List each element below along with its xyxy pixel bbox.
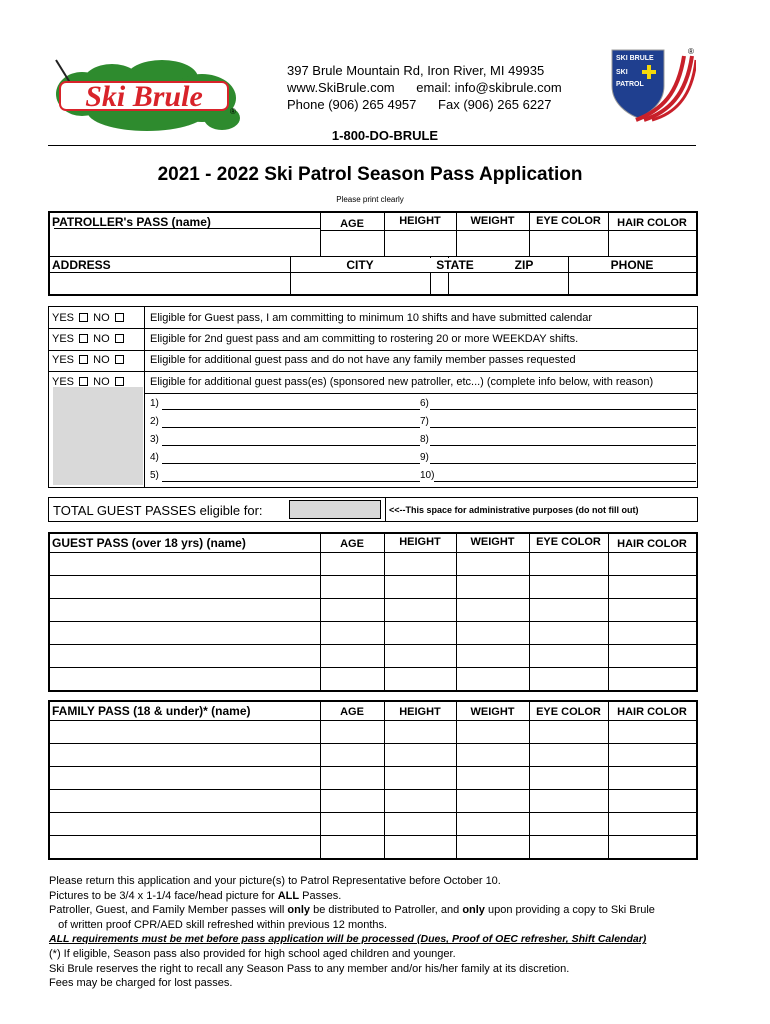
admin-gray-box [53,387,143,485]
note-high-school: (*) If eligible, Season pass also provided for high school aged children and younger. [49,947,456,960]
hair-color-header: HAIR COLOR [617,706,687,718]
contact-block [287,62,562,113]
svg-text:®: ® [230,107,236,116]
guest-line-8-field[interactable] [430,434,696,446]
guest-line-1-field[interactable] [162,398,420,410]
address-label: ADDRESS [52,258,111,272]
weight-header: WEIGHT [470,536,515,548]
svg-text:®: ® [688,47,694,56]
svg-text:PATROL: PATROL [616,81,644,88]
guest-line-4-field[interactable] [162,452,420,464]
note-distribution: Patroller, Guest, and Family Member passes will only be distributed to Patroller, and only upon providing a copy to Ski Brule [49,904,655,917]
patroller-name-label: PATROLLER's PASS (name) [52,215,211,229]
admin-note: <<--This space for administrative purposes (do not fill out) [389,505,639,515]
guest-line-5: 5) [150,470,159,481]
instructions-notes [49,874,709,991]
guest-line-2: 2) [150,416,159,427]
height-header: HEIGHT [399,215,441,227]
print-clearly-note: Please print clearly [336,195,404,204]
family-name-label: FAMILY PASS (18 & under)* (name) [52,704,251,718]
city-label: CITY [346,258,374,272]
eligibility-text-2: Eligible for 2nd guest pass and am committing to rostering 20 or more WEEKDAY shifts. [150,333,579,345]
phone-fax: Phone (906) 265 4957 Fax (906) 265 6227 [287,97,552,112]
no-checkbox[interactable] [115,334,124,343]
note-return: Please return this application and your picture(s) to Patrol Representative before October 10. [49,875,501,887]
yes-checkbox[interactable] [79,313,88,322]
note-fees: Fees may be charged for lost passes. [49,977,233,990]
svg-text:SKI: SKI [616,69,628,76]
eligibility-text-4: Eligible for additional guest pass(es) (sponsored new patroller, etc...) (complete info below, with reason) [150,376,654,388]
guest-line-1: 1) [150,398,159,409]
note-cpr: of written proof CPR/AED skill refreshed within previous 12 months. [49,918,388,931]
total-guest-passes-label: TOTAL GUEST PASSES eligible for: [53,503,263,518]
yes-checkbox[interactable] [79,377,88,386]
no-checkbox[interactable] [115,313,124,322]
family-pass-table [48,700,698,860]
yes-no-row-4: YES NO [52,376,126,388]
age-header: AGE [340,538,364,550]
guest-line-10-field[interactable] [434,470,696,482]
age-header: AGE [340,218,364,230]
yes-no-row-1: YES NO [52,312,126,324]
guest-line-7: 7) [420,416,429,427]
patroller-table [48,211,698,296]
ski-brule-logo [52,56,242,136]
no-checkbox[interactable] [115,355,124,364]
yes-no-row-3: YES NO [52,354,126,366]
svg-text:SKI BRULE: SKI BRULE [616,55,654,62]
hair-color-header: HAIR COLOR [617,538,687,550]
web-email: www.SkiBrule.com email: info@skibrule.com [287,80,562,95]
height-header: HEIGHT [399,706,441,718]
height-header: HEIGHT [399,536,441,548]
header-divider [48,145,696,146]
logo-text: Ski Brule [85,80,203,113]
yes-checkbox[interactable] [79,334,88,343]
note-requirements: ALL requirements must be met before pass application will be processed (Dues, Proof of OEC refresher, Shift Calendar) [49,933,647,946]
toll-free-number: 1-800-DO-BRULE [331,128,439,143]
zip-label: ZIP [514,258,534,272]
hair-color-header: HAIR COLOR [617,217,687,229]
phone-label: PHONE [610,258,654,272]
street-address: 397 Brule Mountain Rd, Iron River, MI 49935 [287,63,545,78]
guest-line-9: 9) [420,452,429,463]
guest-line-2-field[interactable] [162,416,420,428]
total-admin-field [289,500,381,519]
eye-color-header: EYE COLOR [536,215,601,227]
guest-line-6: 6) [420,398,429,409]
eye-color-header: EYE COLOR [536,706,601,718]
yes-no-row-2: YES NO [52,333,126,345]
guest-line-9-field[interactable] [430,452,696,464]
guest-line-6-field[interactable] [430,398,696,410]
guest-line-7-field[interactable] [430,416,696,428]
eligibility-text-1: Eligible for Guest pass, I am committing to minimum 10 shifts and have submitted calendar [150,312,593,324]
guest-pass-table [48,532,698,692]
yes-checkbox[interactable] [79,355,88,364]
eligibility-text-3: Eligible for additional guest pass and do not have any family member passes requested [150,354,576,366]
guest-line-4: 4) [150,452,159,463]
guest-line-5-field[interactable] [162,470,420,482]
weight-header: WEIGHT [470,215,515,227]
guest-line-3-field[interactable] [162,434,420,446]
total-guest-passes-row [48,497,698,522]
eye-color-header: EYE COLOR [536,536,601,548]
note-pictures: Pictures to be 3/4 x 1-1/4 face/head picture for ALL Passes. [49,889,342,902]
guest-line-8: 8) [420,434,429,445]
guest-line-3: 3) [150,434,159,445]
note-recall: Ski Brule reserves the right to recall any Season Pass to any member and/or his/her family at its discretion. [49,962,570,975]
guest-name-label: GUEST PASS (over 18 yrs) (name) [52,536,246,550]
age-header: AGE [340,706,364,718]
page-title: 2021 - 2022 Ski Patrol Season Pass Application [157,164,583,185]
guest-line-10: 10) [420,470,435,481]
ski-patrol-badge [608,46,696,122]
weight-header: WEIGHT [470,706,515,718]
state-label: STATE [430,258,480,272]
no-checkbox[interactable] [115,377,124,386]
